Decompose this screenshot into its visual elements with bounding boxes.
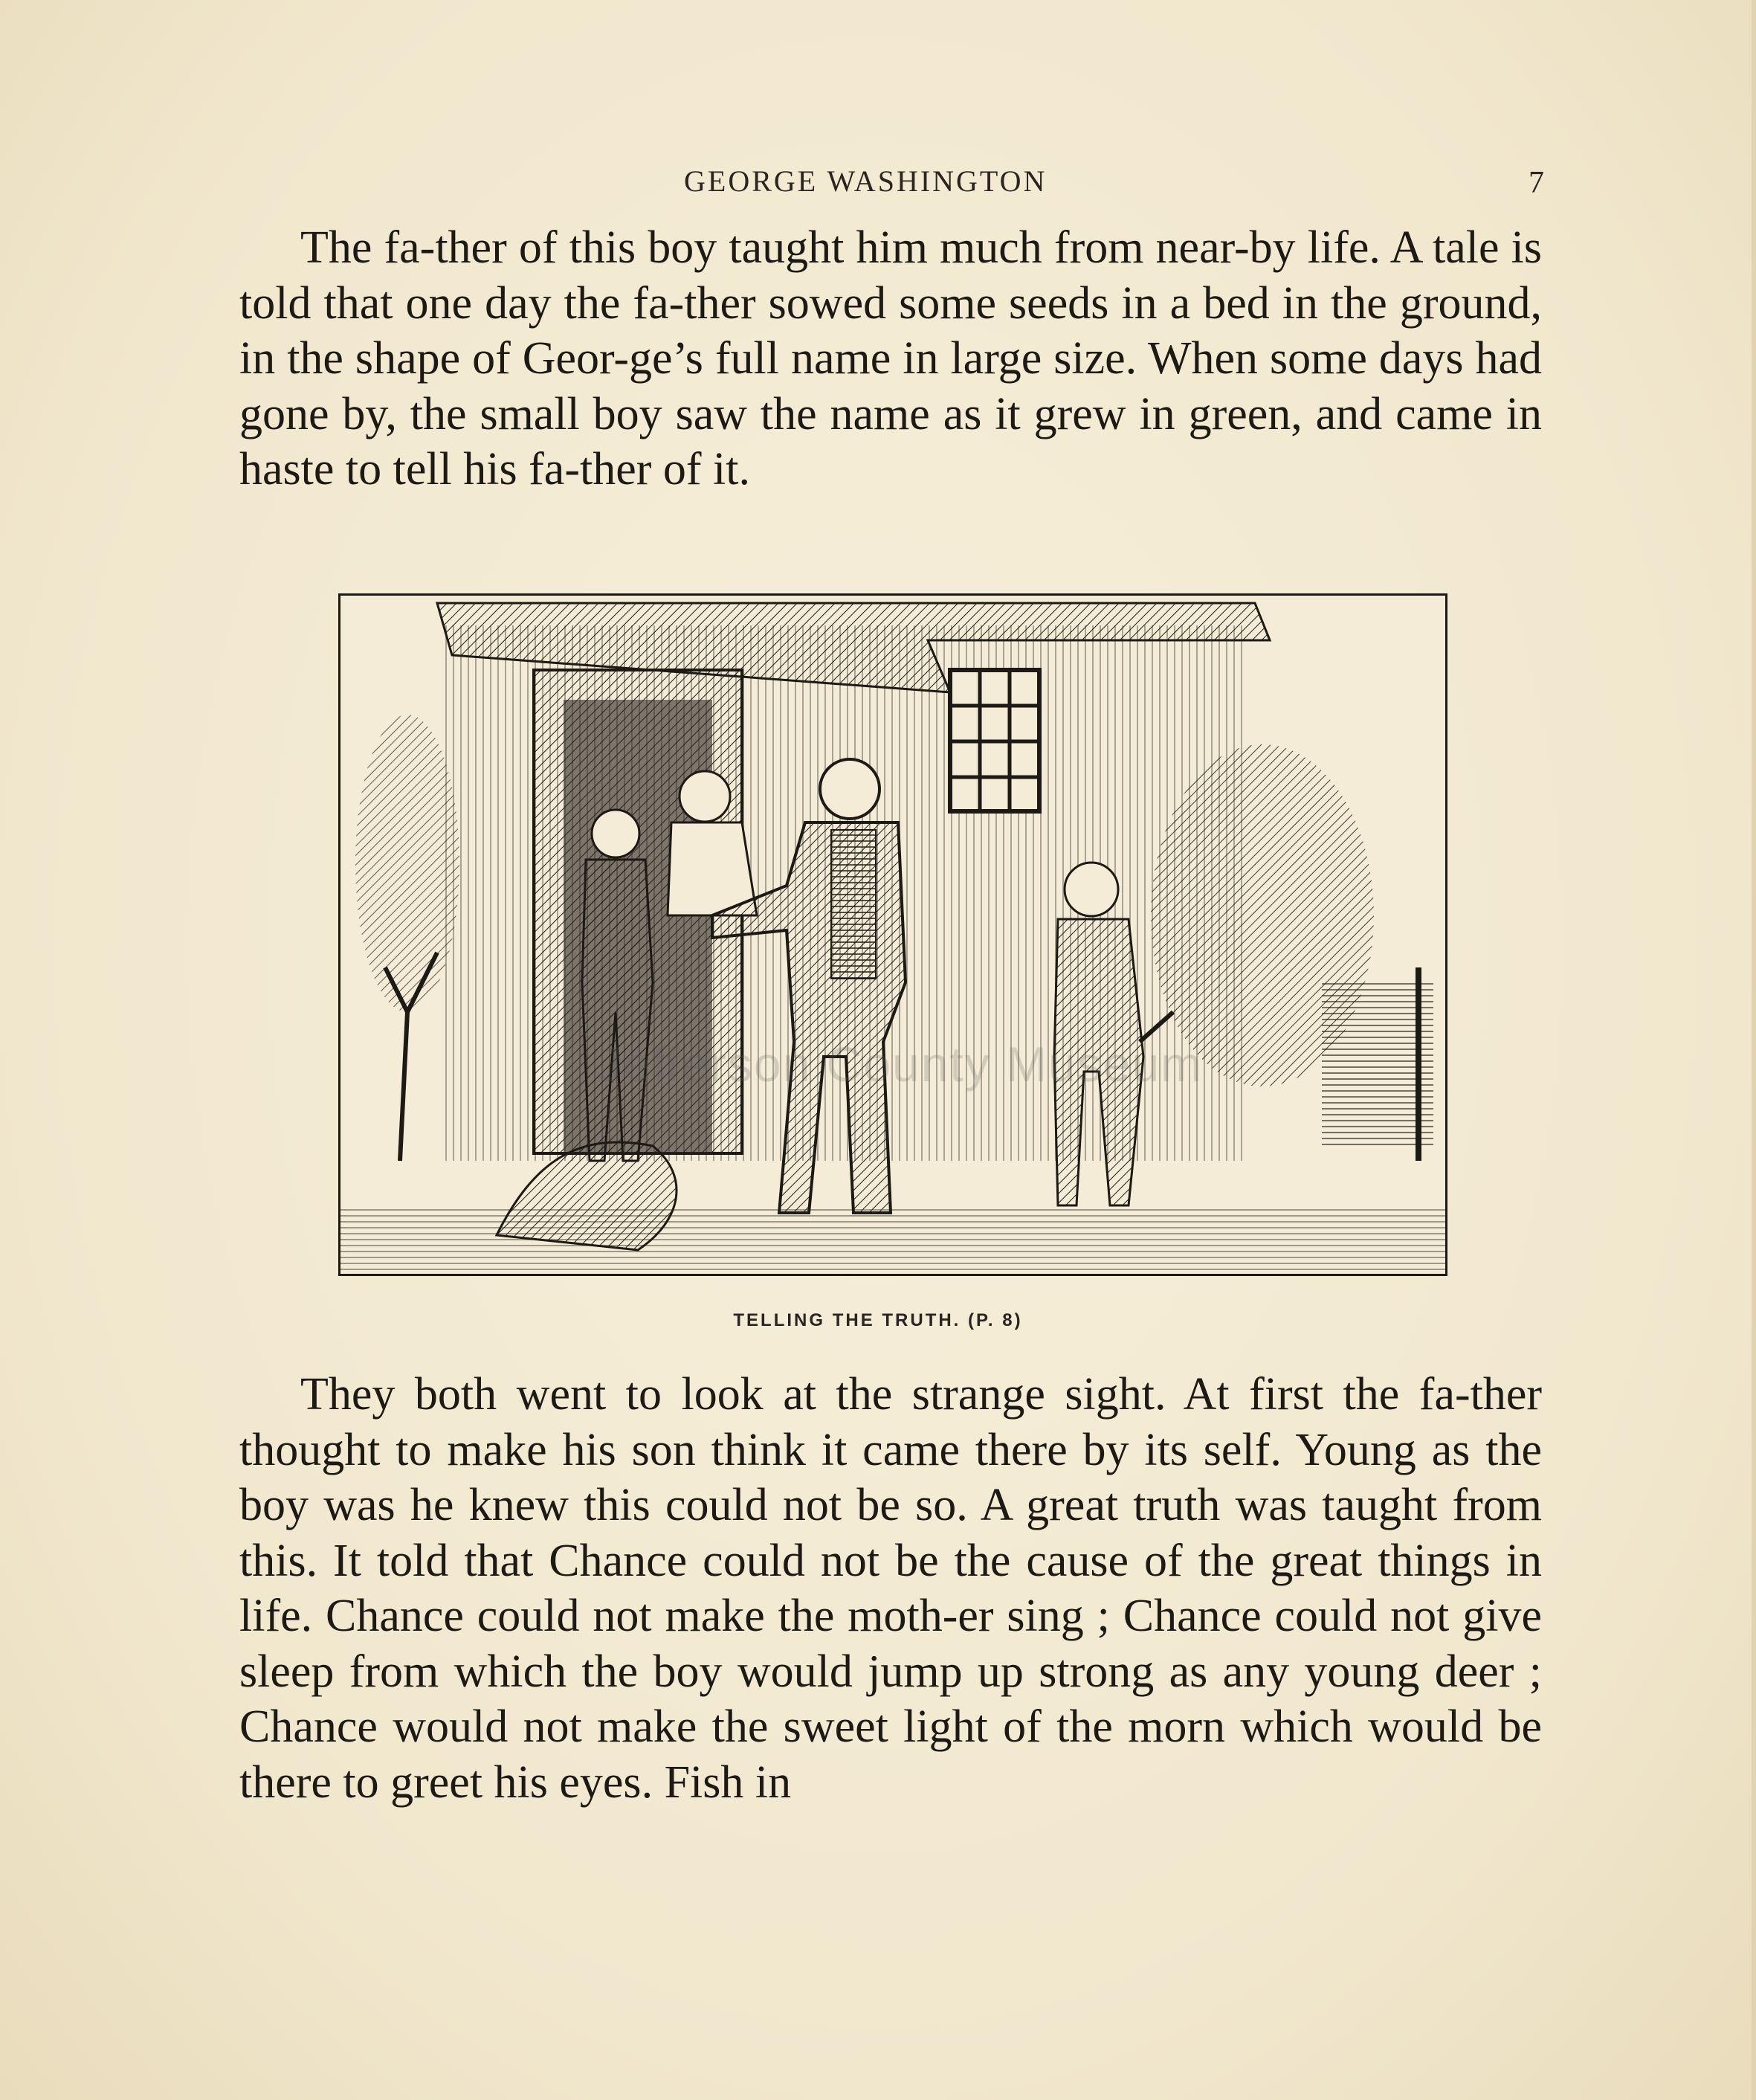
page-number: 7 <box>1529 166 1544 200</box>
illustration-caption: TELLING THE TRUTH. (P. 8) <box>733 1310 1023 1330</box>
illustration <box>338 593 1447 1276</box>
paragraph-2: They both went to look at the strange sight. At first the fa-ther thought to make his son think it came there by its self. Young as the boy was he knew this could not be so. A great truth was taught from this. It told that Chance could not be the cause of the great things in life. Chance could not make the moth-er sing ; Chance could not give sleep from which the boy would jump up strong as any young deer ; Chance would not make the sweet light of the morn which would be there to greet his eyes. Fish in <box>239 1369 1542 1808</box>
illustration-engraving <box>340 596 1445 1274</box>
running-title: GEORGE WASHINGTON <box>684 164 1048 198</box>
museum-watermark: Jefferson County Museum <box>597 1037 1204 1092</box>
paragraph-1: The fa-ther of this boy taught him much from near-by life. A tale is told that one day the fa-ther sowed some seeds in a bed in the ground, in the shape of Geor-ge’s full name in large size. When some days had gone by, the small boy saw the name as it grew in green, and came in haste to tell his fa-ther of it. <box>239 222 1542 495</box>
